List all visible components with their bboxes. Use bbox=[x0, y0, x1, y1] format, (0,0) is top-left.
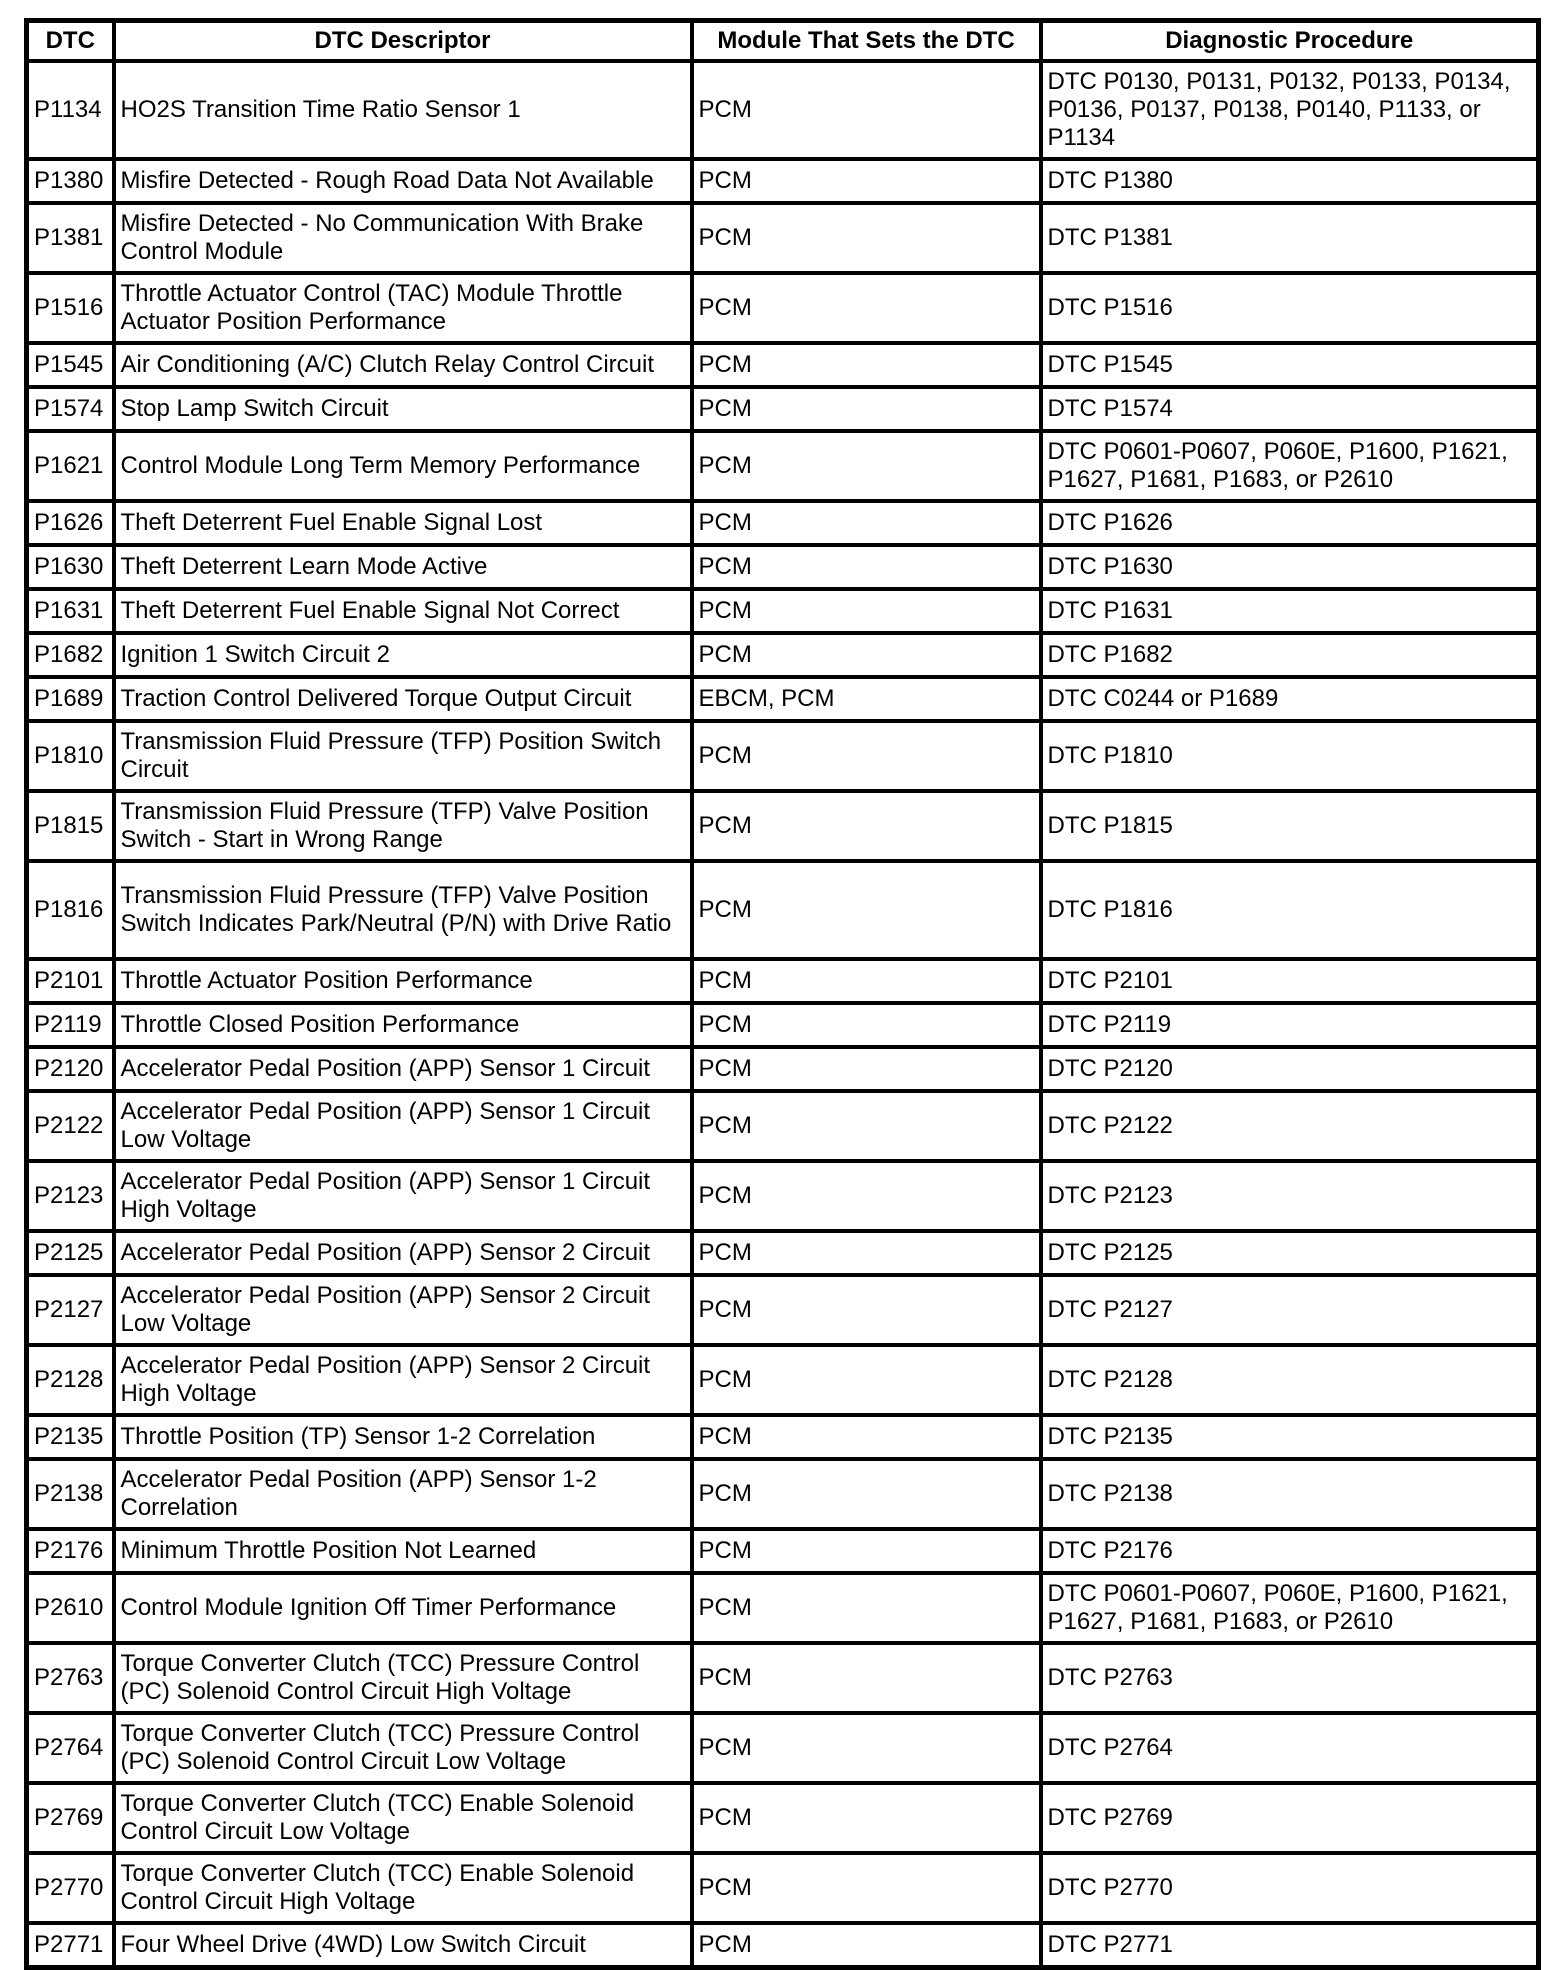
diagnostic-procedure: DTC P2123 bbox=[1041, 1161, 1539, 1231]
dtc-code: P1815 bbox=[27, 791, 114, 861]
module-name: PCM bbox=[692, 1275, 1041, 1345]
dtc-code: P1380 bbox=[27, 159, 114, 203]
dtc-descriptor: Throttle Closed Position Performance bbox=[114, 1003, 692, 1047]
table-row bbox=[27, 431, 1539, 501]
table-body bbox=[27, 61, 1539, 1968]
table-row bbox=[27, 1047, 1539, 1091]
dtc-code: P1810 bbox=[27, 721, 114, 791]
diagnostic-procedure: DTC P2119 bbox=[1041, 1003, 1539, 1047]
table-row bbox=[27, 1713, 1539, 1783]
table-row bbox=[27, 1161, 1539, 1231]
table-row bbox=[27, 545, 1539, 589]
module-name: PCM bbox=[692, 1573, 1041, 1643]
dtc-code: P1621 bbox=[27, 431, 114, 501]
dtc-descriptor: Traction Control Delivered Torque Output Circuit bbox=[114, 677, 692, 721]
table-row bbox=[27, 721, 1539, 791]
dtc-code: P1545 bbox=[27, 343, 114, 387]
dtc-code: P2176 bbox=[27, 1529, 114, 1573]
table-row bbox=[27, 1275, 1539, 1345]
table-row bbox=[27, 861, 1539, 959]
dtc-descriptor: Four Wheel Drive (4WD) Low Switch Circuit bbox=[114, 1923, 692, 1968]
dtc-code: P1574 bbox=[27, 387, 114, 431]
module-name: PCM bbox=[692, 343, 1041, 387]
dtc-descriptor: Theft Deterrent Fuel Enable Signal Not Correct bbox=[114, 589, 692, 633]
table-row bbox=[27, 589, 1539, 633]
dtc-descriptor: Torque Converter Clutch (TCC) Enable Solenoid Control Circuit High Voltage bbox=[114, 1853, 692, 1923]
diagnostic-procedure: DTC P1381 bbox=[1041, 203, 1539, 273]
dtc-descriptor: Theft Deterrent Learn Mode Active bbox=[114, 545, 692, 589]
module-name: PCM bbox=[692, 791, 1041, 861]
dtc-descriptor: Minimum Throttle Position Not Learned bbox=[114, 1529, 692, 1573]
diagnostic-procedure: DTC P2101 bbox=[1041, 959, 1539, 1003]
dtc-code: P2125 bbox=[27, 1231, 114, 1275]
table-row bbox=[27, 203, 1539, 273]
dtc-descriptor: Accelerator Pedal Position (APP) Sensor 1-2 Correlation bbox=[114, 1459, 692, 1529]
dtc-descriptor: Accelerator Pedal Position (APP) Sensor 1 Circuit High Voltage bbox=[114, 1161, 692, 1231]
dtc-code: P2770 bbox=[27, 1853, 114, 1923]
module-name: PCM bbox=[692, 861, 1041, 959]
diagnostic-procedure: DTC P2135 bbox=[1041, 1415, 1539, 1459]
diagnostic-procedure: DTC P1574 bbox=[1041, 387, 1539, 431]
module-name: PCM bbox=[692, 1345, 1041, 1415]
table-row bbox=[27, 1853, 1539, 1923]
dtc-descriptor: Accelerator Pedal Position (APP) Sensor 2 Circuit High Voltage bbox=[114, 1345, 692, 1415]
dtc-code: P1682 bbox=[27, 633, 114, 677]
diagnostic-procedure: DTC P2763 bbox=[1041, 1643, 1539, 1713]
table-row bbox=[27, 1529, 1539, 1573]
dtc-code: P2123 bbox=[27, 1161, 114, 1231]
diagnostic-procedure: DTC P1816 bbox=[1041, 861, 1539, 959]
module-name: PCM bbox=[692, 61, 1041, 159]
diagnostic-procedure: DTC P0601-P0607, P060E, P1600, P1621, P1627, P1681, P1683, or P2610 bbox=[1041, 431, 1539, 501]
table-row bbox=[27, 791, 1539, 861]
table-row bbox=[27, 959, 1539, 1003]
diagnostic-procedure: DTC P2125 bbox=[1041, 1231, 1539, 1275]
module-name: PCM bbox=[692, 1783, 1041, 1853]
dtc-descriptor: Misfire Detected - Rough Road Data Not Available bbox=[114, 159, 692, 203]
dtc-code: P1689 bbox=[27, 677, 114, 721]
module-name: PCM bbox=[692, 1415, 1041, 1459]
dtc-descriptor: Transmission Fluid Pressure (TFP) Position Switch Circuit bbox=[114, 721, 692, 791]
module-name: PCM bbox=[692, 1923, 1041, 1968]
diagnostic-procedure: DTC P1380 bbox=[1041, 159, 1539, 203]
module-name: PCM bbox=[692, 159, 1041, 203]
table-row bbox=[27, 387, 1539, 431]
header-dtc-descriptor: DTC Descriptor bbox=[114, 21, 692, 62]
diagnostic-procedure: DTC P1545 bbox=[1041, 343, 1539, 387]
diagnostic-procedure: DTC P1626 bbox=[1041, 501, 1539, 545]
module-name: PCM bbox=[692, 1047, 1041, 1091]
module-name: PCM bbox=[692, 1713, 1041, 1783]
dtc-code: P1630 bbox=[27, 545, 114, 589]
diagnostic-procedure: DTC P2122 bbox=[1041, 1091, 1539, 1161]
dtc-descriptor: Accelerator Pedal Position (APP) Sensor 1 Circuit Low Voltage bbox=[114, 1091, 692, 1161]
dtc-code: P2128 bbox=[27, 1345, 114, 1415]
module-name: PCM bbox=[692, 1529, 1041, 1573]
dtc-code: P2610 bbox=[27, 1573, 114, 1643]
dtc-code: P1816 bbox=[27, 861, 114, 959]
dtc-descriptor: Theft Deterrent Fuel Enable Signal Lost bbox=[114, 501, 692, 545]
dtc-code: P1516 bbox=[27, 273, 114, 343]
dtc-descriptor: Throttle Actuator Control (TAC) Module Throttle Actuator Position Performance bbox=[114, 273, 692, 343]
diagnostic-procedure: DTC P2176 bbox=[1041, 1529, 1539, 1573]
dtc-code: P1381 bbox=[27, 203, 114, 273]
table-row bbox=[27, 501, 1539, 545]
table-row bbox=[27, 61, 1539, 159]
dtc-descriptor: Air Conditioning (A/C) Clutch Relay Control Circuit bbox=[114, 343, 692, 387]
dtc-descriptor: Accelerator Pedal Position (APP) Sensor 2 Circuit bbox=[114, 1231, 692, 1275]
dtc-descriptor: Stop Lamp Switch Circuit bbox=[114, 387, 692, 431]
table-row bbox=[27, 677, 1539, 721]
diagnostic-procedure: DTC P2127 bbox=[1041, 1275, 1539, 1345]
table-row bbox=[27, 1783, 1539, 1853]
dtc-descriptor: Accelerator Pedal Position (APP) Sensor 1 Circuit bbox=[114, 1047, 692, 1091]
dtc-code: P2101 bbox=[27, 959, 114, 1003]
module-name: PCM bbox=[692, 203, 1041, 273]
module-name: PCM bbox=[692, 1003, 1041, 1047]
dtc-code: P2135 bbox=[27, 1415, 114, 1459]
dtc-descriptor: Control Module Ignition Off Timer Performance bbox=[114, 1573, 692, 1643]
diagnostic-procedure: DTC P2764 bbox=[1041, 1713, 1539, 1783]
dtc-descriptor: Transmission Fluid Pressure (TFP) Valve Position Switch Indicates Park/Neutral (P/N) with Drive Ratio bbox=[114, 861, 692, 959]
module-name: PCM bbox=[692, 387, 1041, 431]
diagnostic-procedure: DTC P1631 bbox=[1041, 589, 1539, 633]
dtc-code: P2127 bbox=[27, 1275, 114, 1345]
table-row bbox=[27, 1231, 1539, 1275]
module-name: PCM bbox=[692, 431, 1041, 501]
dtc-descriptor: Torque Converter Clutch (TCC) Enable Solenoid Control Circuit Low Voltage bbox=[114, 1783, 692, 1853]
dtc-descriptor: Control Module Long Term Memory Performance bbox=[114, 431, 692, 501]
table-row bbox=[27, 1091, 1539, 1161]
dtc-descriptor: Transmission Fluid Pressure (TFP) Valve Position Switch - Start in Wrong Range bbox=[114, 791, 692, 861]
table-row bbox=[27, 1923, 1539, 1968]
diagnostic-procedure: DTC P1815 bbox=[1041, 791, 1539, 861]
dtc-descriptor: HO2S Transition Time Ratio Sensor 1 bbox=[114, 61, 692, 159]
header-row bbox=[27, 21, 1539, 62]
module-name: PCM bbox=[692, 589, 1041, 633]
dtc-code: P2122 bbox=[27, 1091, 114, 1161]
diagnostic-procedure: DTC P1630 bbox=[1041, 545, 1539, 589]
dtc-code: P2763 bbox=[27, 1643, 114, 1713]
diagnostic-procedure: DTC P2770 bbox=[1041, 1853, 1539, 1923]
table-row bbox=[27, 1573, 1539, 1643]
module-name: PCM bbox=[692, 721, 1041, 791]
module-name: PCM bbox=[692, 1091, 1041, 1161]
header-diagnostic-procedure: Diagnostic Procedure bbox=[1041, 21, 1539, 62]
module-name: PCM bbox=[692, 545, 1041, 589]
table-row bbox=[27, 343, 1539, 387]
diagnostic-procedure: DTC P1516 bbox=[1041, 273, 1539, 343]
diagnostic-procedure: DTC P1810 bbox=[1041, 721, 1539, 791]
table-row bbox=[27, 159, 1539, 203]
dtc-descriptor: Accelerator Pedal Position (APP) Sensor 2 Circuit Low Voltage bbox=[114, 1275, 692, 1345]
table-row bbox=[27, 1459, 1539, 1529]
dtc-code: P2120 bbox=[27, 1047, 114, 1091]
dtc-code: P2138 bbox=[27, 1459, 114, 1529]
diagnostic-procedure: DTC P1682 bbox=[1041, 633, 1539, 677]
module-name: PCM bbox=[692, 1231, 1041, 1275]
module-name: PCM bbox=[692, 1459, 1041, 1529]
diagnostic-procedure: DTC P0601-P0607, P060E, P1600, P1621, P1627, P1681, P1683, or P2610 bbox=[1041, 1573, 1539, 1643]
dtc-code: P2119 bbox=[27, 1003, 114, 1047]
module-name: PCM bbox=[692, 633, 1041, 677]
table-row bbox=[27, 1003, 1539, 1047]
table-row bbox=[27, 273, 1539, 343]
dtc-table bbox=[24, 18, 1541, 1970]
table-header bbox=[27, 21, 1539, 62]
header-dtc: DTC bbox=[27, 21, 114, 62]
dtc-descriptor: Throttle Position (TP) Sensor 1-2 Correlation bbox=[114, 1415, 692, 1459]
diagnostic-procedure: DTC P0130, P0131, P0132, P0133, P0134, P0136, P0137, P0138, P0140, P1133, or P1134 bbox=[1041, 61, 1539, 159]
dtc-descriptor: Torque Converter Clutch (TCC) Pressure Control (PC) Solenoid Control Circuit Low Voltage bbox=[114, 1713, 692, 1783]
dtc-code: P1626 bbox=[27, 501, 114, 545]
module-name: PCM bbox=[692, 1643, 1041, 1713]
table-row bbox=[27, 1643, 1539, 1713]
table-row bbox=[27, 1415, 1539, 1459]
table-row bbox=[27, 633, 1539, 677]
diagnostic-procedure: DTC P2138 bbox=[1041, 1459, 1539, 1529]
dtc-code: P2769 bbox=[27, 1783, 114, 1853]
header-module: Module That Sets the DTC bbox=[692, 21, 1041, 62]
dtc-code: P2771 bbox=[27, 1923, 114, 1968]
module-name: PCM bbox=[692, 959, 1041, 1003]
module-name: PCM bbox=[692, 1853, 1041, 1923]
dtc-code: P1134 bbox=[27, 61, 114, 159]
module-name: PCM bbox=[692, 501, 1041, 545]
diagnostic-procedure: DTC P2769 bbox=[1041, 1783, 1539, 1853]
diagnostic-procedure: DTC P2128 bbox=[1041, 1345, 1539, 1415]
dtc-descriptor: Throttle Actuator Position Performance bbox=[114, 959, 692, 1003]
module-name: PCM bbox=[692, 273, 1041, 343]
diagnostic-procedure: DTC P2120 bbox=[1041, 1047, 1539, 1091]
diagnostic-procedure: DTC C0244 or P1689 bbox=[1041, 677, 1539, 721]
dtc-code: P2764 bbox=[27, 1713, 114, 1783]
diagnostic-procedure: DTC P2771 bbox=[1041, 1923, 1539, 1968]
dtc-descriptor: Torque Converter Clutch (TCC) Pressure Control (PC) Solenoid Control Circuit High Voltage bbox=[114, 1643, 692, 1713]
dtc-descriptor: Misfire Detected - No Communication With Brake Control Module bbox=[114, 203, 692, 273]
dtc-code: P1631 bbox=[27, 589, 114, 633]
table-row bbox=[27, 1345, 1539, 1415]
module-name: PCM bbox=[692, 1161, 1041, 1231]
dtc-descriptor: Ignition 1 Switch Circuit 2 bbox=[114, 633, 692, 677]
module-name: EBCM, PCM bbox=[692, 677, 1041, 721]
